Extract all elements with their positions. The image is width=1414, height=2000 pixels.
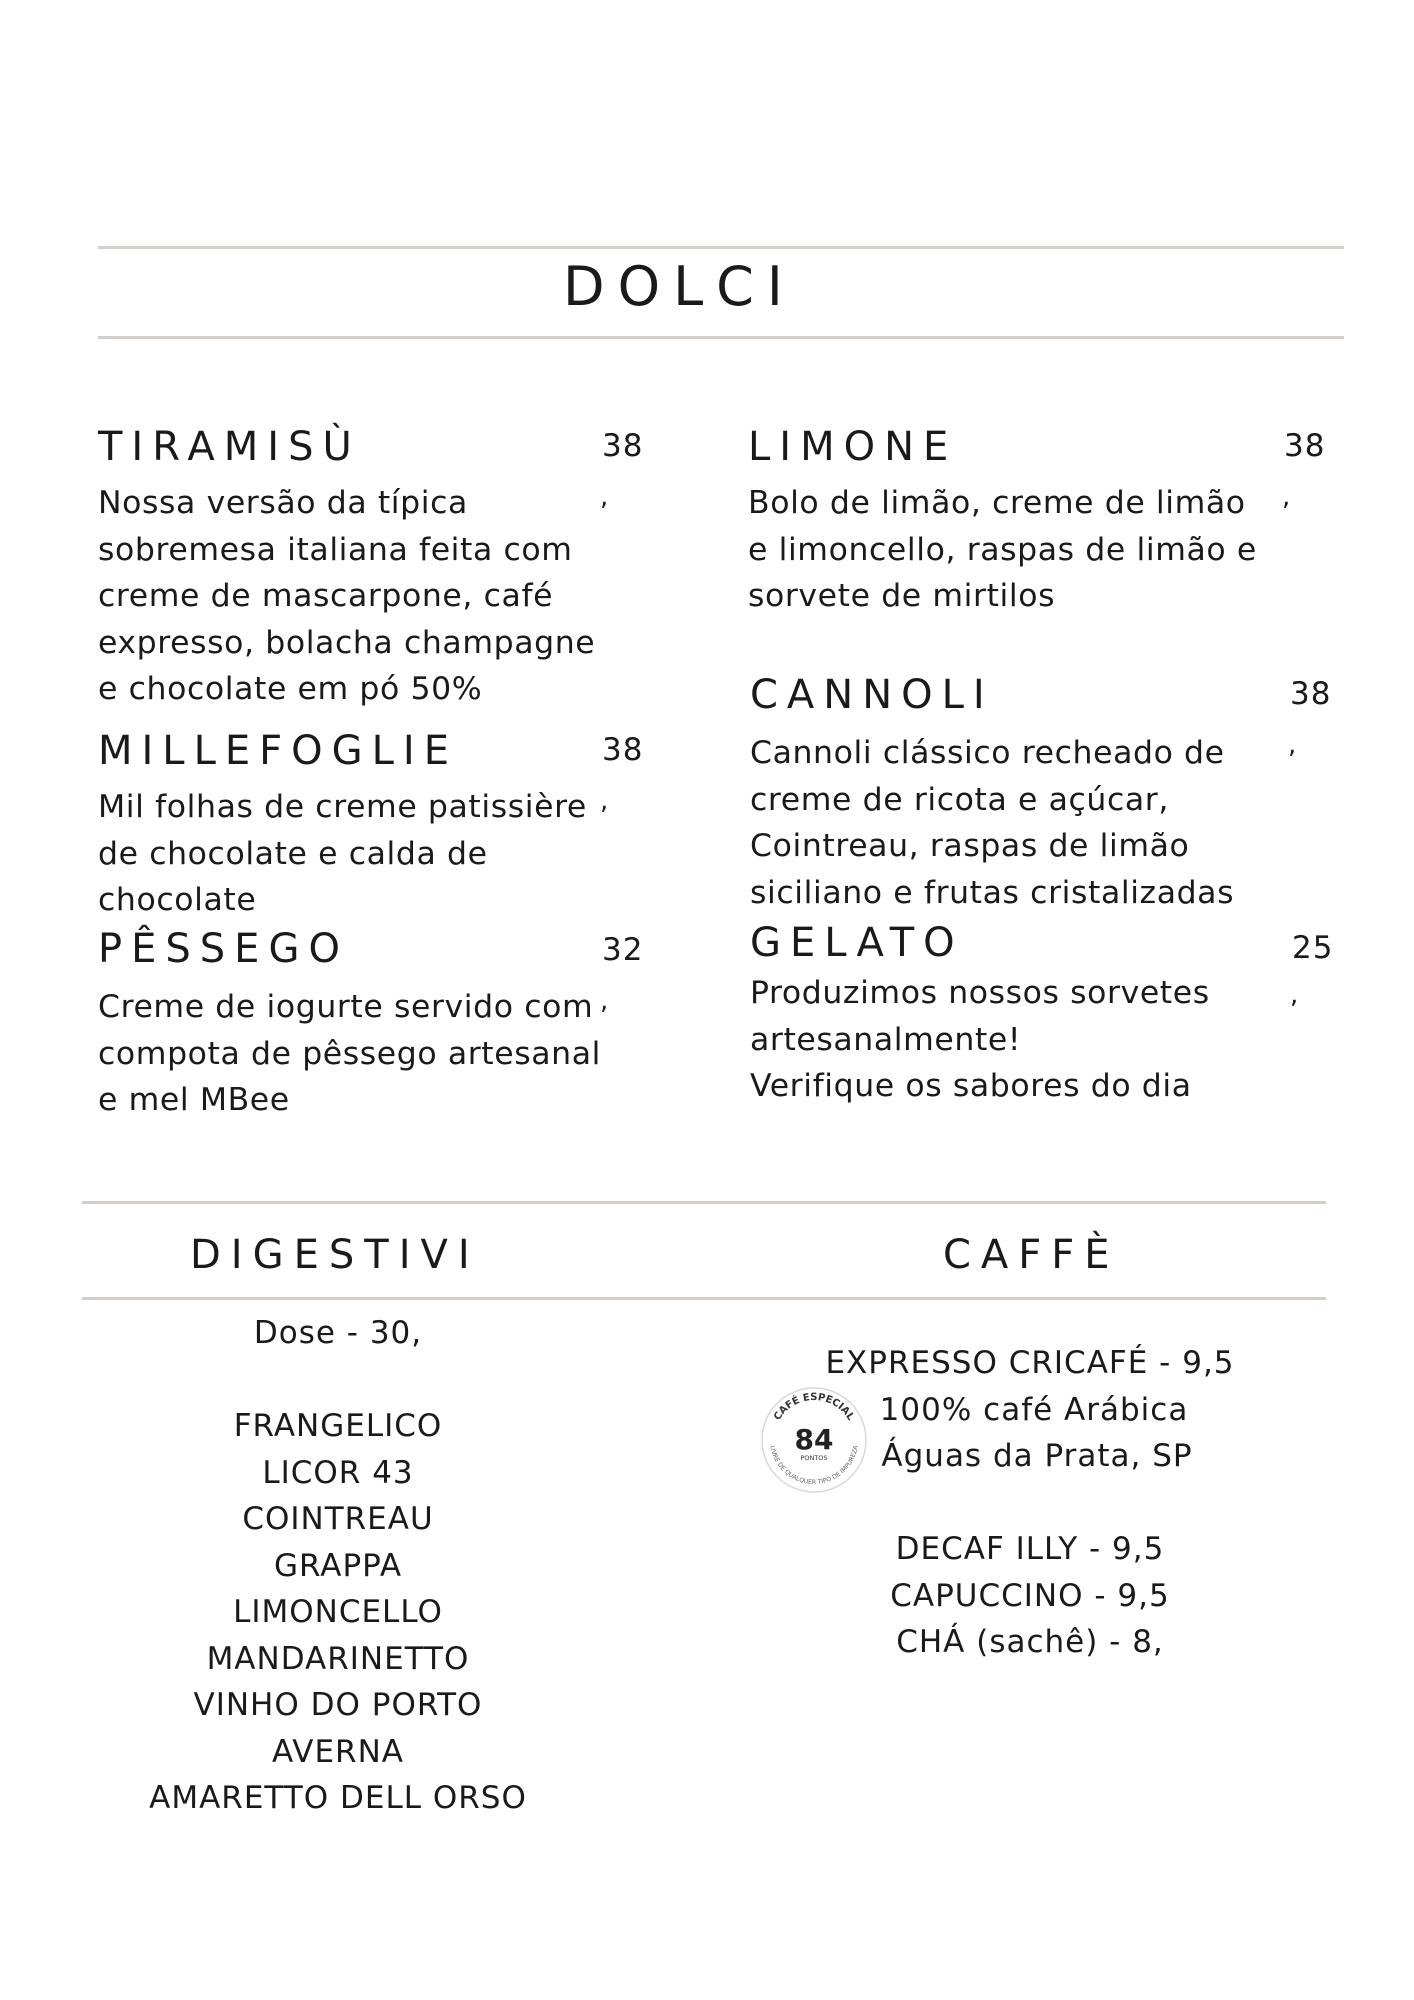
list-item: Águas da Prata, SP [881, 1438, 1193, 1474]
item-name: MILLEFOGLIE [98, 728, 458, 774]
title-bottom-rule [98, 336, 1344, 339]
list-item: DECAF ILLY - 9,5 [895, 1531, 1165, 1567]
svg-text:84: 84 [794, 1423, 834, 1456]
item-price: 32 [602, 932, 644, 968]
list-item: EXPRESSO CRICAFÉ - 9,5 [825, 1345, 1235, 1381]
svg-text:CAFÉ ESPECIAL: CAFÉ ESPECIAL [772, 1391, 856, 1423]
list-item: CHÁ (sachê) - 8, [896, 1624, 1164, 1660]
list-item: COINTREAU [242, 1501, 434, 1537]
list-item: GRAPPA [273, 1547, 403, 1584]
list-item: CAPUCCINO - 9,5 [890, 1577, 1170, 1614]
item-price-comma: , [600, 986, 609, 1016]
dose-label: Dose - 30, [253, 1315, 423, 1351]
list-item: LICOR 43 [262, 1454, 414, 1491]
item-name: TIRAMISÙ [98, 424, 361, 470]
svg-text:LIVRE DE QUALQUER TIPO DE IMPU: LIVRE DE QUALQUER TIPO DE IMPUREZA [768, 1445, 860, 1487]
item-description: Bolo de limão, creme de limão e limoncello, raspas de limão e sorvete de mirtilos [748, 485, 1257, 614]
top-rule [98, 246, 1344, 249]
spacer [88, 1357, 588, 1404]
list-item: LIMONCELLO [233, 1594, 443, 1630]
svg-text:PONTOS: PONTOS [800, 1454, 828, 1462]
item-description: Cannoli clássico recheado de creme de ricota e açúcar, Cointreau, raspas de limão siciliano e frutas cristalizadas [750, 735, 1235, 911]
dolci-title: DOLCI [563, 255, 796, 318]
item-price-comma: , [600, 786, 609, 816]
item-description: Produzimos nossos sorvetes artesanalmente! Verifique os sabores do dia [750, 975, 1210, 1104]
item-price: 38 [602, 732, 644, 768]
item-price-comma: , [1282, 482, 1291, 512]
list-item: VINHO DO PORTO [193, 1687, 483, 1723]
item-price: 38 [1290, 676, 1332, 712]
item-price: 38 [602, 428, 644, 464]
item-price-comma: , [1290, 980, 1299, 1010]
item-name: LIMONE [748, 424, 958, 470]
cafe-especial-seal-icon [760, 1386, 868, 1494]
digestivi-title: DIGESTIVI [190, 1232, 480, 1278]
item-price-comma: , [1288, 730, 1297, 760]
list-item: AVERNA [272, 1733, 404, 1770]
item-price: 38 [1284, 428, 1326, 464]
item-price: 25 [1292, 930, 1334, 966]
caffe-title: CAFFÈ [943, 1232, 1120, 1278]
item-name: PÊSSEGO [98, 926, 349, 972]
list-item: AMARETTO DELL ORSO [149, 1780, 527, 1816]
list-item: MANDARINETTO [206, 1640, 470, 1677]
item-description: Nossa versão da típica sobremesa italiana feita com creme de mascarpone, café expresso, bolacha champagne e chocolate em pó 50% [98, 485, 596, 707]
item-description: Creme de iogurte servido com compota de pêssego artesanal e mel MBee [98, 989, 601, 1118]
item-name: CANNOLI [750, 672, 994, 718]
item-description: Mil folhas de creme patissière de chocolate e calda de chocolate [98, 789, 587, 918]
item-name: GELATO [750, 920, 964, 966]
bottom-section-top-rule [82, 1201, 1326, 1204]
digestivi-list [88, 1310, 588, 1822]
item-price-comma: , [600, 482, 609, 512]
list-item: FRANGELICO [233, 1408, 443, 1444]
list-item: 100% café Arábica [879, 1391, 1189, 1428]
bottom-section-title-rule [82, 1297, 1326, 1300]
